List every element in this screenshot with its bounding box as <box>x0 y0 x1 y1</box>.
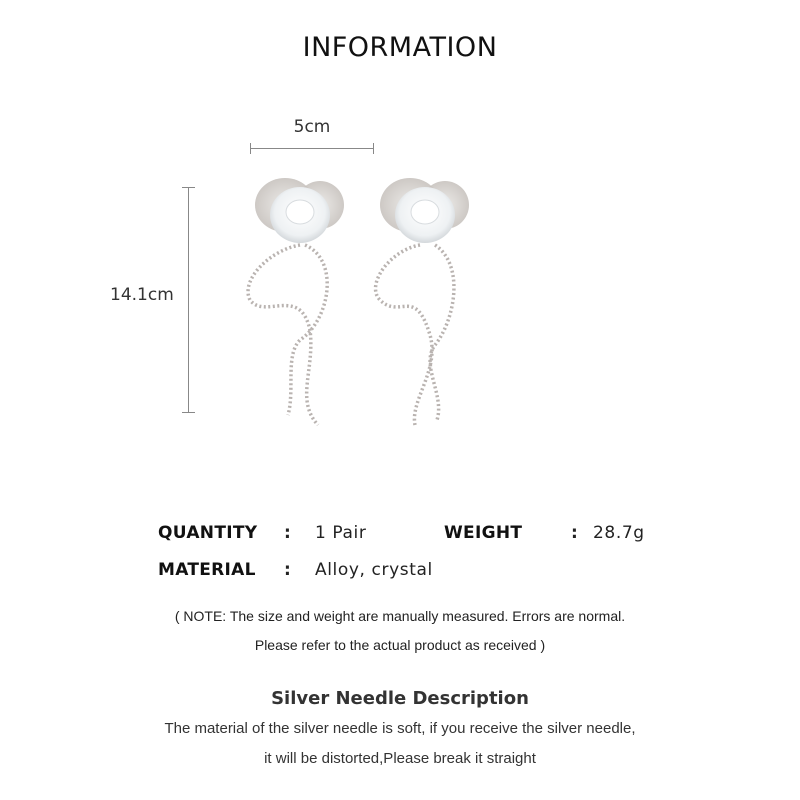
weight-value: 28.7g <box>593 523 645 543</box>
height-dimension-cap-bottom <box>182 412 195 413</box>
earring-left <box>248 178 344 425</box>
note-line-1: ( NOTE: The size and weight are manually measured. Errors are normal. <box>174 608 626 624</box>
height-label: 14.1cm <box>110 285 174 305</box>
note-line-2: Please refer to the actual product as received ) <box>254 637 546 653</box>
material-label: MATERIAL <box>158 560 256 580</box>
silver-needle-line-2: it will be distorted,Please break it straight <box>264 750 536 767</box>
weight-label: WEIGHT <box>444 523 523 543</box>
height-dimension-line <box>188 187 189 413</box>
page-title: INFORMATION <box>302 32 498 63</box>
width-label: 5cm <box>293 117 331 137</box>
quantity-value: 1 Pair <box>315 523 367 543</box>
flower-center-right <box>411 200 439 224</box>
width-dimension-cap-right <box>373 143 374 154</box>
height-dimension-cap-top <box>182 187 195 188</box>
width-dimension-cap-left <box>250 143 251 154</box>
silver-needle-line-1: The material of the silver needle is soft, if you receive the silver needle, <box>164 720 636 737</box>
bead-strand-right-1 <box>376 245 433 425</box>
earrings-product-image <box>230 170 490 440</box>
flower-center-left <box>286 200 314 224</box>
silver-needle-title: Silver Needle Description <box>271 688 529 709</box>
material-value: Alloy, crystal <box>315 560 433 580</box>
quantity-label: QUANTITY <box>158 523 258 543</box>
bead-strand-right-2 <box>430 245 454 420</box>
material-colon: : <box>284 560 291 580</box>
quantity-colon: : <box>284 523 291 543</box>
earring-right <box>376 178 469 425</box>
width-dimension-line <box>250 148 374 149</box>
bead-strand-left-2 <box>288 245 327 415</box>
bead-strand-left-1 <box>248 245 318 425</box>
weight-colon: : <box>571 523 578 543</box>
